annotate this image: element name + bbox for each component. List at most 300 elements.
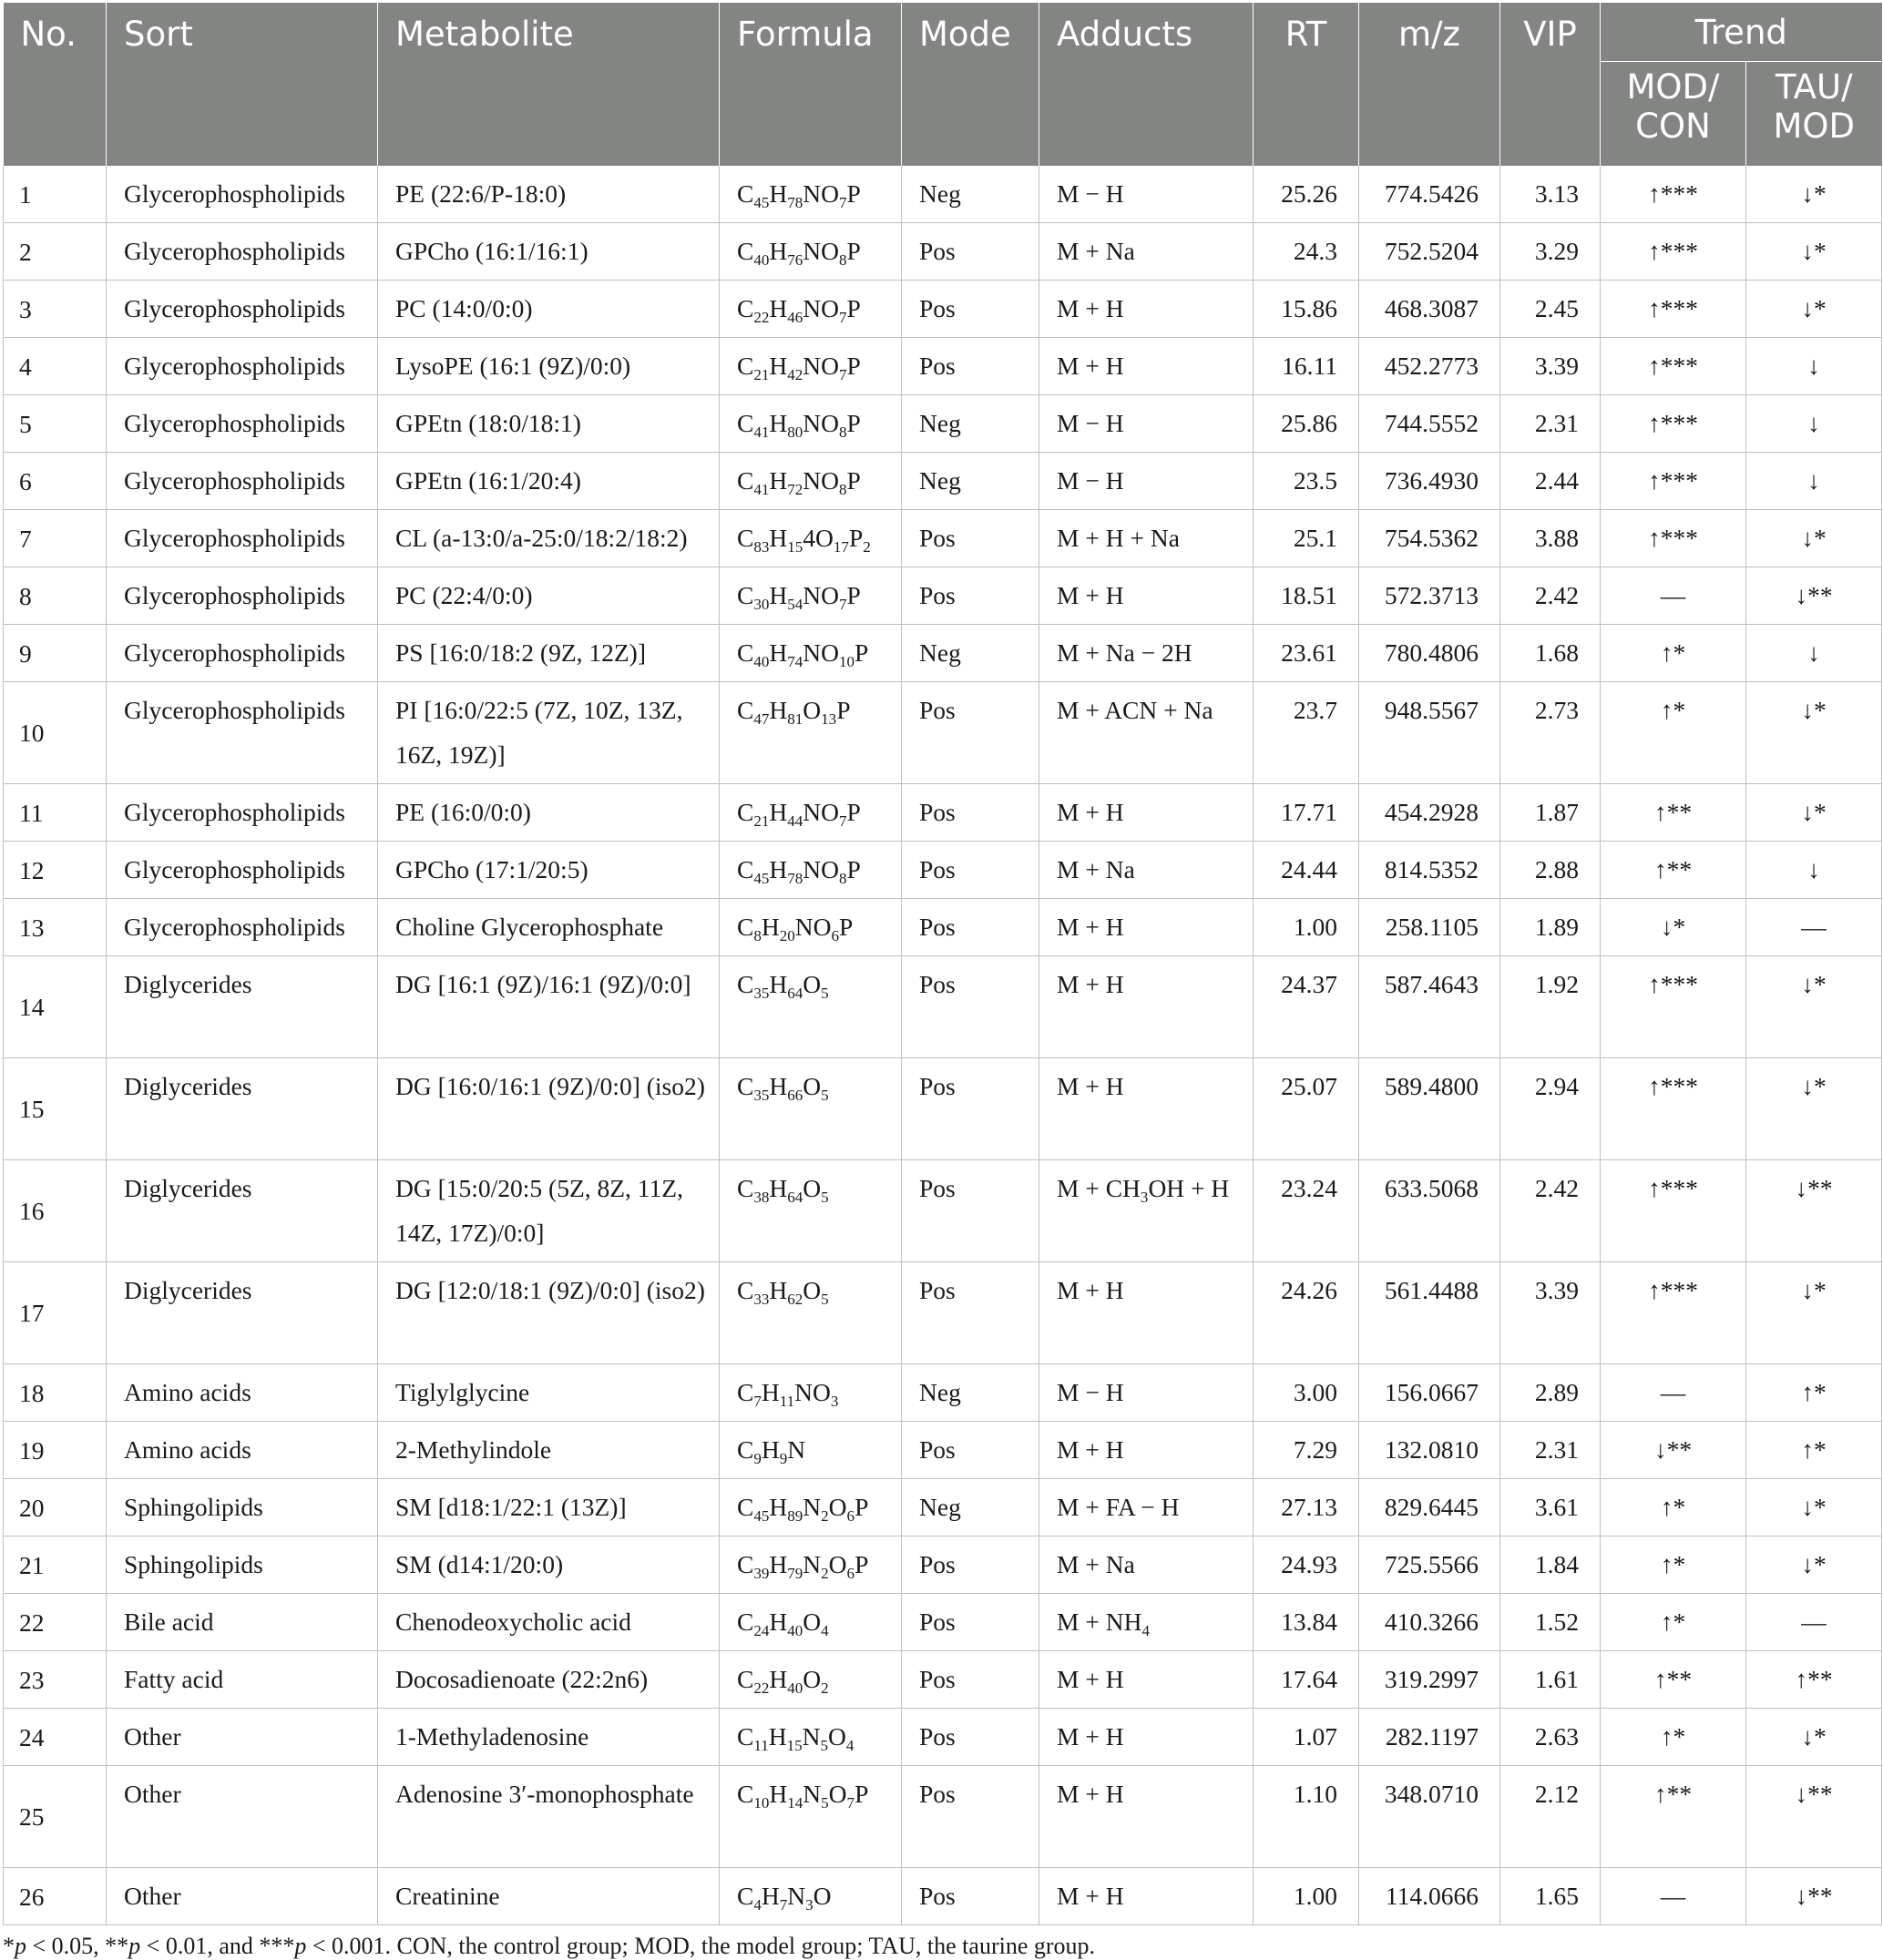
col-header-no: No. bbox=[4, 3, 107, 166]
formula-part: C bbox=[737, 1665, 754, 1693]
trend-tau-mod-text: ↓** bbox=[1795, 581, 1833, 609]
cell-trend-tau-mod bbox=[1746, 842, 1882, 899]
table-row bbox=[4, 338, 1882, 395]
cell-mz bbox=[1359, 1422, 1500, 1479]
cell-formula-text bbox=[737, 1766, 901, 1816]
cell-rt bbox=[1254, 1651, 1359, 1709]
cell-mode bbox=[902, 899, 1039, 956]
trend-mod-con-text: — bbox=[1660, 581, 1686, 609]
table-row bbox=[4, 1709, 1882, 1766]
cell-formula bbox=[720, 567, 902, 625]
cell-vip-text: 2.94 bbox=[1534, 1072, 1579, 1100]
cell-vip bbox=[1500, 395, 1601, 453]
mod-con-bottom: CON bbox=[1635, 107, 1711, 146]
cell-metabolite-text: GPCho (16:1/16:1) bbox=[395, 237, 588, 265]
cell-vip bbox=[1500, 1709, 1601, 1766]
cell-vip-text: 2.42 bbox=[1534, 581, 1579, 609]
cell-mode bbox=[902, 567, 1039, 625]
cell-metabolite-text: PC (22:4/0:0) bbox=[395, 581, 533, 609]
cell-mode-text: Pos bbox=[919, 696, 956, 724]
cell-mz-text: 258.1105 bbox=[1385, 913, 1479, 941]
formula-part: H bbox=[769, 1174, 788, 1202]
formula-part: M + H bbox=[1057, 581, 1124, 609]
cell-mode-text: Neg bbox=[919, 638, 961, 667]
cell-no: 9 bbox=[4, 625, 107, 682]
cell-rt bbox=[1254, 510, 1359, 567]
cell-trend-tau-mod bbox=[1746, 166, 1882, 223]
cell-adducts-text bbox=[1057, 166, 1253, 216]
cell-formula-text bbox=[737, 281, 901, 331]
formula-part: M − H bbox=[1057, 1378, 1124, 1406]
formula-part: O bbox=[803, 1276, 822, 1304]
cell-no: 24 bbox=[4, 1709, 107, 1766]
formula-part: C bbox=[737, 1550, 754, 1578]
cell-no: 18 bbox=[4, 1364, 107, 1422]
formula-part: P bbox=[846, 294, 861, 322]
cell-mz bbox=[1359, 956, 1500, 1058]
trend-mod-con-text: ↑** bbox=[1653, 855, 1693, 883]
formula-part: 38 bbox=[753, 1188, 770, 1206]
formula-part: NO bbox=[803, 855, 840, 883]
cell-no: 8 bbox=[4, 567, 107, 625]
formula-part: O bbox=[813, 1882, 832, 1910]
cell-mz bbox=[1359, 395, 1500, 453]
formula-part: 8 bbox=[839, 250, 847, 269]
col-header-mode: Mode bbox=[902, 3, 1039, 166]
cell-trend-tau-mod bbox=[1746, 1709, 1882, 1766]
cell-vip bbox=[1500, 1868, 1601, 1925]
cell-mz bbox=[1359, 338, 1500, 395]
cell-rt bbox=[1254, 453, 1359, 510]
cell-adducts bbox=[1039, 1262, 1254, 1364]
formula-part: O bbox=[828, 1550, 847, 1578]
cell-formula bbox=[720, 510, 902, 567]
cell-formula bbox=[720, 625, 902, 682]
cell-adducts-text bbox=[1057, 1422, 1253, 1472]
cell-formula bbox=[720, 223, 902, 281]
cell-vip bbox=[1500, 956, 1601, 1058]
col-header-mz: m/z bbox=[1359, 3, 1500, 166]
formula-part: 6 bbox=[846, 1506, 855, 1525]
formula-part: 4 bbox=[1141, 1621, 1150, 1639]
formula-part: P bbox=[846, 179, 861, 208]
cell-sort-text: Glycerophospholipids bbox=[124, 638, 345, 667]
formula-part: C bbox=[737, 1882, 754, 1910]
cell-sort bbox=[107, 625, 378, 682]
formula-part: 44 bbox=[787, 812, 803, 830]
cell-vip-text: 1.65 bbox=[1534, 1882, 1579, 1910]
cell-mz-text: 468.3087 bbox=[1384, 294, 1479, 322]
cell-formula-text bbox=[737, 1262, 901, 1312]
formula-part: M + H bbox=[1057, 1072, 1124, 1100]
formula-part: 45 bbox=[753, 1506, 770, 1525]
formula-part: C bbox=[737, 179, 754, 208]
cell-adducts bbox=[1039, 1766, 1254, 1868]
formula-part: 41 bbox=[753, 423, 770, 441]
formula-part: 47 bbox=[753, 709, 770, 728]
cell-mode-text: Pos bbox=[919, 798, 956, 826]
cell-trend-mod-con bbox=[1601, 1536, 1746, 1594]
cell-formula-text bbox=[737, 784, 901, 834]
formula-part: M + H bbox=[1057, 352, 1124, 380]
table-row bbox=[4, 1594, 1882, 1651]
cell-rt bbox=[1254, 1766, 1359, 1868]
formula-part: M + H bbox=[1057, 798, 1124, 826]
cell-metabolite bbox=[378, 395, 720, 453]
cell-formula bbox=[720, 842, 902, 899]
table-row bbox=[4, 1479, 1882, 1536]
cell-formula bbox=[720, 1058, 902, 1160]
formula-part: 81 bbox=[787, 709, 803, 728]
cell-mz bbox=[1359, 223, 1500, 281]
cell-trend-tau-mod bbox=[1746, 784, 1882, 842]
cell-mz-text: 410.3266 bbox=[1384, 1608, 1479, 1636]
footnote-text3: < 0.001. CON, the control group; MOD, the model group; TAU, the taurine group. bbox=[306, 1933, 1096, 1959]
cell-mode-text: Pos bbox=[919, 1174, 956, 1202]
cell-vip-text: 2.63 bbox=[1534, 1722, 1579, 1751]
cell-formula bbox=[720, 1868, 902, 1925]
cell-mz-text: 829.6445 bbox=[1384, 1493, 1479, 1521]
formula-part: H bbox=[761, 1435, 780, 1464]
cell-rt-text: 13.84 bbox=[1281, 1608, 1337, 1636]
formula-part: O bbox=[803, 1608, 822, 1636]
cell-adducts bbox=[1039, 567, 1254, 625]
trend-mod-con-text: ↑*** bbox=[1648, 524, 1698, 552]
cell-adducts-text bbox=[1057, 223, 1253, 273]
cell-mz-text: 132.0810 bbox=[1384, 1435, 1479, 1464]
cell-sort bbox=[107, 453, 378, 510]
cell-rt bbox=[1254, 1364, 1359, 1422]
trend-tau-mod-text: ↓ bbox=[1807, 352, 1820, 380]
formula-part: 4O bbox=[803, 524, 834, 552]
formula-part: 3 bbox=[1140, 1188, 1149, 1206]
formula-part: H bbox=[761, 913, 780, 941]
formula-part: 4 bbox=[753, 1895, 762, 1914]
cell-adducts-text bbox=[1057, 1594, 1253, 1644]
table-row bbox=[4, 395, 1882, 453]
differential-metabolites-table bbox=[3, 3, 1882, 1925]
cell-formula-text bbox=[737, 899, 901, 949]
cell-mz-text: 633.5068 bbox=[1384, 1174, 1479, 1202]
cell-adducts bbox=[1039, 784, 1254, 842]
cell-sort bbox=[107, 281, 378, 338]
formula-part: 72 bbox=[787, 480, 803, 498]
cell-trend-mod-con bbox=[1601, 1868, 1746, 1925]
cell-vip-text: 2.89 bbox=[1534, 1378, 1579, 1406]
cell-mz bbox=[1359, 567, 1500, 625]
formula-part: M + H + Na bbox=[1057, 524, 1180, 552]
trend-mod-con-text: ↑*** bbox=[1648, 179, 1698, 208]
cell-trend-tau-mod bbox=[1746, 338, 1882, 395]
formula-part: M + H bbox=[1057, 1882, 1124, 1910]
cell-sort-text: Glycerophospholipids bbox=[124, 524, 345, 552]
cell-metabolite-text: PE (16:0/0:0) bbox=[395, 798, 531, 826]
cell-formula-text bbox=[737, 1160, 901, 1210]
cell-mode-text: Pos bbox=[919, 352, 956, 380]
formula-part: 83 bbox=[753, 537, 770, 556]
formula-part: 33 bbox=[753, 1290, 770, 1308]
cell-trend-mod-con bbox=[1601, 166, 1746, 223]
cell-mz-text: 561.4488 bbox=[1384, 1276, 1479, 1304]
cell-formula-text bbox=[737, 338, 901, 388]
cell-adducts-text bbox=[1057, 1766, 1253, 1816]
formula-part: M + ACN + Na bbox=[1057, 696, 1213, 724]
trend-tau-mod-text: — bbox=[1801, 913, 1827, 941]
col-header-sort: Sort bbox=[107, 3, 378, 166]
cell-vip-text: 1.87 bbox=[1534, 798, 1579, 826]
trend-mod-con-text: ↑*** bbox=[1648, 352, 1698, 380]
cell-trend-tau-mod bbox=[1746, 453, 1882, 510]
cell-vip bbox=[1500, 1594, 1601, 1651]
cell-mz-text: 454.2928 bbox=[1384, 798, 1479, 826]
cell-mode-text: Pos bbox=[919, 1665, 956, 1693]
cell-trend-mod-con bbox=[1601, 1262, 1746, 1364]
formula-part: H bbox=[761, 1378, 780, 1406]
cell-vip-text: 3.13 bbox=[1534, 179, 1579, 208]
table-row bbox=[4, 842, 1882, 899]
cell-rt-text: 25.07 bbox=[1281, 1072, 1337, 1100]
cell-sort-text: Glycerophospholipids bbox=[124, 409, 345, 437]
cell-adducts-text bbox=[1057, 453, 1253, 503]
trend-mod-con-text: ↑*** bbox=[1648, 466, 1698, 495]
formula-part: C bbox=[737, 524, 754, 552]
formula-part: H bbox=[769, 970, 788, 998]
formula-part: N bbox=[787, 1882, 806, 1910]
cell-metabolite-text: DG [12:0/18:1 (9Z)/0:0] (iso2) bbox=[395, 1276, 705, 1304]
cell-metabolite bbox=[378, 453, 720, 510]
formula-part: M + H bbox=[1057, 913, 1124, 941]
cell-mz bbox=[1359, 1868, 1500, 1925]
cell-mode bbox=[902, 166, 1039, 223]
trend-mod-con-text: ↑*** bbox=[1648, 237, 1698, 265]
metabolite-table-container bbox=[3, 3, 1881, 1960]
cell-adducts bbox=[1039, 1364, 1254, 1422]
cell-adducts bbox=[1039, 453, 1254, 510]
cell-metabolite bbox=[378, 842, 720, 899]
formula-part: 10 bbox=[753, 1793, 770, 1812]
formula-part: 35 bbox=[753, 984, 770, 1002]
formula-part: C bbox=[737, 294, 754, 322]
formula-part: H bbox=[769, 524, 788, 552]
cell-formula bbox=[720, 784, 902, 842]
formula-part: 8 bbox=[839, 869, 847, 887]
cell-formula-text bbox=[737, 223, 901, 273]
cell-rt bbox=[1254, 625, 1359, 682]
cell-adducts-text bbox=[1057, 1262, 1253, 1312]
cell-sort-text: Sphingolipids bbox=[124, 1493, 263, 1521]
formula-part: 10 bbox=[839, 652, 855, 670]
cell-mz-text: 282.1197 bbox=[1385, 1722, 1479, 1751]
trend-tau-mod-text: ↓** bbox=[1795, 1882, 1833, 1910]
cell-metabolite-text: DG [16:1 (9Z)/16:1 (9Z)/0:0] bbox=[395, 970, 691, 998]
cell-sort-text: Glycerophospholipids bbox=[124, 581, 345, 609]
cell-trend-mod-con bbox=[1601, 1479, 1746, 1536]
cell-rt bbox=[1254, 1594, 1359, 1651]
cell-metabolite bbox=[378, 1651, 720, 1709]
formula-part: 5 bbox=[821, 1188, 829, 1206]
formula-part: 78 bbox=[787, 193, 803, 211]
formula-part: P bbox=[855, 1550, 869, 1578]
cell-adducts-text bbox=[1057, 1868, 1253, 1918]
cell-sort bbox=[107, 1651, 378, 1709]
cell-formula-text bbox=[737, 166, 901, 216]
formula-part: H bbox=[769, 1550, 788, 1578]
cell-adducts bbox=[1039, 625, 1254, 682]
cell-adducts bbox=[1039, 510, 1254, 567]
table-row bbox=[4, 1058, 1882, 1160]
cell-sort bbox=[107, 899, 378, 956]
cell-mode bbox=[902, 682, 1039, 784]
cell-trend-mod-con bbox=[1601, 625, 1746, 682]
cell-sort bbox=[107, 1422, 378, 1479]
cell-formula-text bbox=[737, 625, 901, 675]
cell-mode bbox=[902, 1364, 1039, 1422]
cell-adducts-text bbox=[1057, 395, 1253, 445]
formula-part: C bbox=[737, 1435, 754, 1464]
cell-rt-text: 16.11 bbox=[1282, 352, 1337, 380]
cell-rt-text: 25.86 bbox=[1281, 409, 1337, 437]
cell-rt-text: 17.71 bbox=[1281, 798, 1337, 826]
cell-formula-text bbox=[737, 1594, 901, 1644]
formula-part: M + Na bbox=[1057, 855, 1135, 883]
cell-sort-text: Fatty acid bbox=[124, 1665, 224, 1693]
trend-tau-mod-text: ↓** bbox=[1795, 1174, 1833, 1202]
footnote-text2: < 0.01, and *** bbox=[140, 1933, 295, 1959]
cell-vip bbox=[1500, 682, 1601, 784]
cell-no: 25 bbox=[4, 1766, 107, 1868]
cell-adducts bbox=[1039, 395, 1254, 453]
cell-vip-text: 2.31 bbox=[1534, 409, 1579, 437]
cell-metabolite bbox=[378, 1766, 720, 1868]
formula-part: 2 bbox=[821, 1679, 829, 1697]
cell-vip-text: 2.12 bbox=[1534, 1780, 1579, 1808]
cell-metabolite bbox=[378, 1160, 720, 1262]
cell-vip-text: 1.84 bbox=[1534, 1550, 1579, 1578]
formula-part: NO bbox=[803, 581, 840, 609]
formula-part: 64 bbox=[787, 1188, 803, 1206]
cell-vip-text: 2.31 bbox=[1534, 1435, 1579, 1464]
cell-mode bbox=[902, 1766, 1039, 1868]
formula-part: P bbox=[846, 466, 861, 495]
cell-vip bbox=[1500, 842, 1601, 899]
cell-vip bbox=[1500, 1422, 1601, 1479]
cell-adducts bbox=[1039, 1536, 1254, 1594]
formula-part: C bbox=[737, 409, 754, 437]
cell-metabolite bbox=[378, 1422, 720, 1479]
cell-adducts-text bbox=[1057, 842, 1253, 892]
formula-part: N bbox=[803, 1780, 822, 1808]
formula-part: NO bbox=[803, 352, 840, 380]
cell-rt-text: 23.5 bbox=[1293, 466, 1337, 495]
cell-adducts bbox=[1039, 1594, 1254, 1651]
formula-part: H bbox=[769, 1780, 788, 1808]
table-footnote bbox=[3, 1933, 1881, 1960]
trend-mod-con-text: — bbox=[1660, 1378, 1686, 1406]
cell-formula bbox=[720, 1651, 902, 1709]
formula-part: P bbox=[846, 237, 861, 265]
formula-part: 6 bbox=[846, 1564, 855, 1582]
cell-mode bbox=[902, 1536, 1039, 1594]
cell-vip-text: 2.73 bbox=[1534, 696, 1579, 724]
cell-sort bbox=[107, 1364, 378, 1422]
cell-sort-text: Diglycerides bbox=[124, 1276, 252, 1304]
formula-part: NO bbox=[803, 294, 840, 322]
formula-part: 5 bbox=[821, 1086, 829, 1104]
cell-trend-tau-mod bbox=[1746, 899, 1882, 956]
cell-rt-text: 1.10 bbox=[1293, 1780, 1337, 1808]
cell-sort bbox=[107, 1479, 378, 1536]
cell-mode bbox=[902, 1709, 1039, 1766]
cell-formula-text bbox=[737, 842, 901, 892]
cell-trend-tau-mod bbox=[1746, 1868, 1882, 1925]
formula-part: 40 bbox=[787, 1621, 803, 1639]
formula-part: P bbox=[846, 855, 861, 883]
trend-tau-mod-text: ↓ bbox=[1807, 466, 1820, 495]
formula-part: H bbox=[769, 1276, 788, 1304]
formula-part: 40 bbox=[787, 1679, 803, 1697]
table-row bbox=[4, 1364, 1882, 1422]
cell-mz bbox=[1359, 1262, 1500, 1364]
cell-mode-text: Pos bbox=[919, 1435, 956, 1464]
formula-part: 40 bbox=[753, 250, 770, 269]
formula-part: 3 bbox=[830, 1392, 839, 1410]
cell-metabolite bbox=[378, 1868, 720, 1925]
cell-mz bbox=[1359, 1594, 1500, 1651]
cell-sort-text: Glycerophospholipids bbox=[124, 798, 345, 826]
cell-formula bbox=[720, 453, 902, 510]
cell-mode bbox=[902, 281, 1039, 338]
cell-mode bbox=[902, 1160, 1039, 1262]
formula-part: 11 bbox=[779, 1392, 795, 1410]
cell-sort-text: Amino acids bbox=[124, 1378, 251, 1406]
cell-trend-mod-con bbox=[1601, 1422, 1746, 1479]
cell-sort-text: Glycerophospholipids bbox=[124, 294, 345, 322]
formula-part: NO bbox=[803, 237, 840, 265]
formula-part: NO bbox=[803, 179, 840, 208]
cell-formula-text bbox=[737, 453, 901, 503]
formula-part: C bbox=[737, 1608, 754, 1636]
formula-part: M − H bbox=[1057, 179, 1124, 208]
formula-part: 3 bbox=[805, 1895, 814, 1914]
cell-sort-text: Other bbox=[124, 1882, 181, 1910]
formula-part: O bbox=[803, 970, 822, 998]
cell-trend-mod-con bbox=[1601, 338, 1746, 395]
cell-no: 19 bbox=[4, 1422, 107, 1479]
cell-sort-text: Glycerophospholipids bbox=[124, 237, 345, 265]
cell-no: 6 bbox=[4, 453, 107, 510]
cell-formula-text bbox=[737, 956, 901, 1006]
cell-mode-text: Pos bbox=[919, 524, 956, 552]
cell-trend-tau-mod bbox=[1746, 1479, 1882, 1536]
cell-vip bbox=[1500, 567, 1601, 625]
cell-mz-text: 319.2997 bbox=[1384, 1665, 1479, 1693]
formula-part: M + CH bbox=[1057, 1174, 1141, 1202]
formula-part: 2 bbox=[863, 537, 871, 556]
cell-vip bbox=[1500, 1364, 1601, 1422]
cell-trend-tau-mod bbox=[1746, 1058, 1882, 1160]
cell-sort-text: Glycerophospholipids bbox=[124, 913, 345, 941]
formula-part: 5 bbox=[821, 1793, 829, 1812]
formula-part: H bbox=[761, 1882, 780, 1910]
trend-tau-mod-text: ↓* bbox=[1801, 1072, 1827, 1100]
cell-no: 21 bbox=[4, 1536, 107, 1594]
cell-sort bbox=[107, 166, 378, 223]
cell-rt-text: 7.29 bbox=[1293, 1435, 1337, 1464]
cell-mode bbox=[902, 510, 1039, 567]
formula-part: C bbox=[737, 1072, 754, 1100]
cell-adducts bbox=[1039, 281, 1254, 338]
cell-mz-text: 752.5204 bbox=[1384, 237, 1479, 265]
